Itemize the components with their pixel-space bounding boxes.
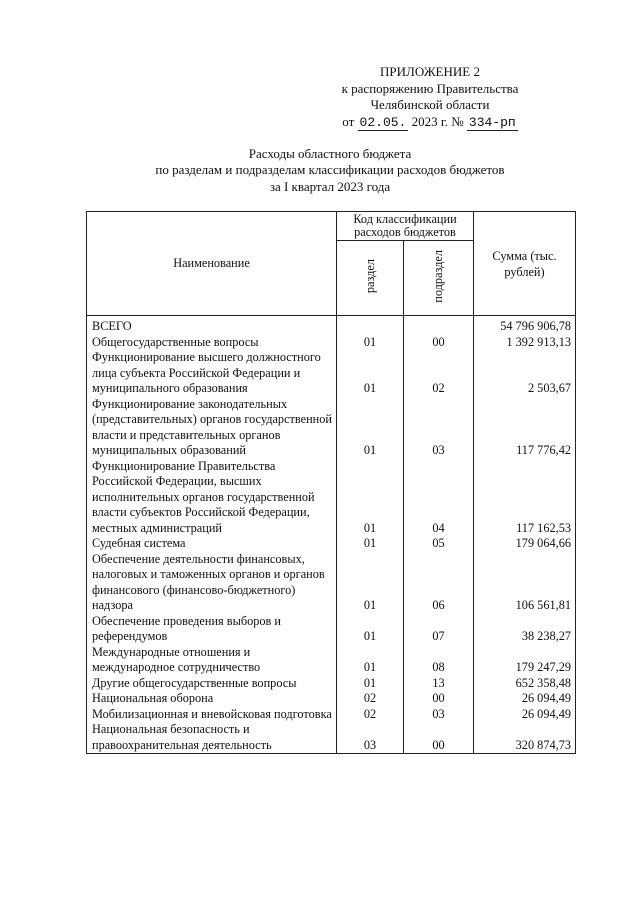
appendix-date-line bbox=[300, 114, 560, 132]
header-section bbox=[337, 241, 404, 316]
appendix-block bbox=[300, 64, 560, 131]
header-code-group: Код классификации расходов бюджетов bbox=[337, 212, 474, 241]
table-row bbox=[87, 722, 576, 754]
row-section: 01 bbox=[337, 536, 404, 552]
row-section: 01 bbox=[337, 645, 404, 676]
table-row bbox=[87, 614, 576, 645]
row-sum: 26 094,49 bbox=[474, 707, 576, 723]
row-sum: 26 094,49 bbox=[474, 691, 576, 707]
row-subsection: 13 bbox=[404, 676, 474, 692]
appendix-title: ПРИЛОЖЕНИЕ 2 bbox=[380, 64, 480, 79]
row-subsection bbox=[404, 316, 474, 335]
row-sum: 652 358,48 bbox=[474, 676, 576, 692]
header-sum: Сумма (тыс. рублей) bbox=[474, 212, 576, 316]
table-row bbox=[87, 350, 576, 397]
row-name: Международные отношения и международное сотрудничество bbox=[87, 645, 337, 676]
header-subsection-label: подраздел bbox=[431, 249, 445, 303]
row-section: 01 bbox=[337, 459, 404, 537]
row-name: Обеспечение проведения выборов и референдумов bbox=[87, 614, 337, 645]
appendix-date: 02.05. bbox=[359, 114, 407, 130]
row-sum: 2 503,67 bbox=[474, 350, 576, 397]
row-name: Мобилизационная и вневойсковая подготовка bbox=[87, 707, 337, 723]
row-name: Общегосударственные вопросы bbox=[87, 335, 337, 351]
table-row bbox=[87, 459, 576, 537]
row-section: 03 bbox=[337, 722, 404, 754]
row-name: Национальная оборона bbox=[87, 691, 337, 707]
heading-line-2: по разделам и подразделам классификации расходов бюджетов bbox=[155, 162, 505, 178]
table-row bbox=[87, 536, 576, 552]
row-sum: 106 561,81 bbox=[474, 552, 576, 614]
row-sum: 38 238,27 bbox=[474, 614, 576, 645]
row-sum: 54 796 906,78 bbox=[474, 316, 576, 335]
row-sum: 1 392 913,13 bbox=[474, 335, 576, 351]
row-subsection: 04 bbox=[404, 459, 474, 537]
row-subsection: 00 bbox=[404, 691, 474, 707]
table-row bbox=[87, 691, 576, 707]
row-section: 01 bbox=[337, 350, 404, 397]
table-row bbox=[87, 552, 576, 614]
row-sum: 179 247,29 bbox=[474, 645, 576, 676]
row-section bbox=[337, 316, 404, 335]
row-sum: 117 776,42 bbox=[474, 397, 576, 459]
table-row bbox=[87, 645, 576, 676]
row-subsection: 00 bbox=[404, 722, 474, 754]
row-name: Функционирование законодательных (представительных) органов государственной власти и представительных органов муниципальных образований bbox=[87, 397, 337, 459]
header-section-label: раздел bbox=[362, 258, 377, 294]
row-name: ВСЕГО bbox=[87, 316, 337, 335]
row-name: Функционирование высшего должностного лица субъекта Российской Федерации и муниципального образования bbox=[87, 350, 337, 397]
table-row bbox=[87, 707, 576, 723]
table-row bbox=[87, 397, 576, 459]
row-sum: 117 162,53 bbox=[474, 459, 576, 537]
row-section: 01 bbox=[337, 552, 404, 614]
row-name: Другие общегосударственные вопросы bbox=[87, 676, 337, 692]
row-name: Судебная система bbox=[87, 536, 337, 552]
row-section: 01 bbox=[337, 614, 404, 645]
row-subsection: 08 bbox=[404, 645, 474, 676]
row-section: 01 bbox=[337, 335, 404, 351]
row-subsection: 06 bbox=[404, 552, 474, 614]
table-row bbox=[87, 316, 576, 335]
row-subsection: 00 bbox=[404, 335, 474, 351]
heading-line-3: за I квартал 2023 года bbox=[269, 178, 391, 194]
table-row bbox=[87, 676, 576, 692]
row-section: 02 bbox=[337, 691, 404, 707]
row-name: Функционирование Правительства Российской Федерации, высших исполнительных органов государственной власти субъектов Российской Федерации, местных администраций bbox=[87, 459, 337, 537]
appendix-number: 334-рп bbox=[468, 114, 516, 130]
appendix-year-text: 2023 г. № bbox=[411, 113, 464, 129]
row-section: 02 bbox=[337, 707, 404, 723]
appendix-line-2: Челябинской области bbox=[370, 97, 490, 112]
heading-line-1: Расходы областного бюджета bbox=[248, 146, 412, 161]
budget-table bbox=[86, 211, 576, 754]
row-subsection: 07 bbox=[404, 614, 474, 645]
row-section: 01 bbox=[337, 397, 404, 459]
row-sum: 179 064,66 bbox=[474, 536, 576, 552]
row-subsection: 03 bbox=[404, 397, 474, 459]
row-name: Обеспечение деятельности финансовых, налоговых и таможенных органов и органов финансового (финансово-бюджетного) надзора bbox=[87, 552, 337, 614]
header-subsection bbox=[404, 241, 474, 316]
row-section: 01 bbox=[337, 676, 404, 692]
row-subsection: 05 bbox=[404, 536, 474, 552]
header-name: Наименование bbox=[87, 212, 337, 316]
appendix-line-1: к распоряжению Правительства bbox=[341, 80, 519, 96]
document-heading bbox=[90, 146, 570, 195]
row-name: Национальная безопасность и правоохранительная деятельность bbox=[87, 722, 337, 754]
row-subsection: 02 bbox=[404, 350, 474, 397]
table-row bbox=[87, 335, 576, 351]
row-subsection: 03 bbox=[404, 707, 474, 723]
appendix-prefix-ot: от bbox=[342, 113, 355, 129]
row-sum: 320 874,73 bbox=[474, 722, 576, 754]
